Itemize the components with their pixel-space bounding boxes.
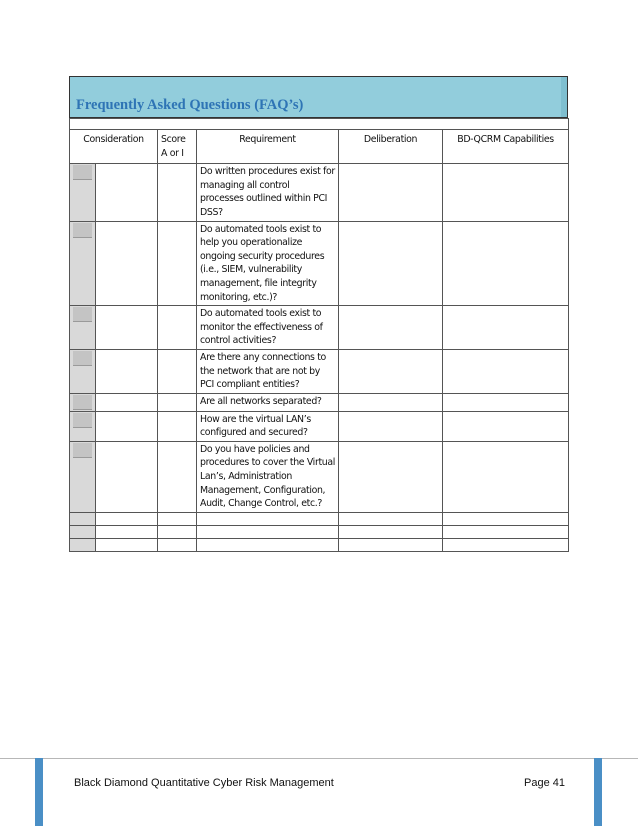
score-cell xyxy=(158,221,197,306)
score-cell xyxy=(158,411,197,441)
score-cell xyxy=(158,349,197,393)
deliberation-cell xyxy=(339,411,443,441)
empty-row xyxy=(70,538,569,551)
capabilities-cell xyxy=(443,441,569,512)
score-cell xyxy=(158,441,197,512)
capabilities-cell xyxy=(443,411,569,441)
header-capabilities: BD-QCRM Capabilities xyxy=(443,130,569,164)
footer-page-number: Page 41 xyxy=(524,777,565,789)
row-marker xyxy=(70,525,96,538)
deliberation-cell xyxy=(339,306,443,350)
row-marker xyxy=(70,441,96,512)
consideration-cell xyxy=(96,393,158,411)
deliberation-cell xyxy=(339,349,443,393)
row-marker xyxy=(70,512,96,525)
row-marker xyxy=(70,411,96,441)
consideration-cell xyxy=(96,349,158,393)
header-score-line2: A or I xyxy=(161,147,184,159)
score-cell xyxy=(158,306,197,350)
page-title: Frequently Asked Questions (FAQ’s) xyxy=(76,97,304,113)
header-score-line1: Score xyxy=(161,134,186,145)
table-spacer-row xyxy=(70,119,569,130)
requirement-cell: Do automated tools exist to help you operationalize ongoing security procedures (i.e., SIEM, vulnerability management, file integrity monitoring, etc.)? xyxy=(197,221,339,306)
table-row xyxy=(70,441,569,512)
consideration-cell xyxy=(96,411,158,441)
deliberation-cell xyxy=(339,393,443,411)
capabilities-cell xyxy=(443,164,569,221)
requirement-cell: Do automated tools exist to monitor the effectiveness of control activities? xyxy=(197,306,339,350)
requirement-cell: How are the virtual LAN’s configured and secured? xyxy=(197,411,339,441)
consideration-cell xyxy=(96,306,158,350)
footer-document-title: Black Diamond Quantitative Cyber Risk Management xyxy=(74,777,334,789)
requirement-cell: Are all networks separated? xyxy=(197,393,339,411)
deliberation-cell xyxy=(339,164,443,221)
requirement-cell: Do you have policies and procedures to cover the Virtual Lan’s, Administration Management, Configuration, Audit, Change Control, etc.? xyxy=(197,441,339,512)
table-row xyxy=(70,411,569,441)
row-marker xyxy=(70,164,96,221)
capabilities-cell xyxy=(443,349,569,393)
title-bar-shade xyxy=(561,77,567,117)
row-marker xyxy=(70,306,96,350)
empty-row xyxy=(70,512,569,525)
requirement-cell: Do written procedures exist for managing all control processes outlined within PCI DSS? xyxy=(197,164,339,221)
deliberation-cell xyxy=(339,441,443,512)
faq-table xyxy=(69,118,569,552)
consideration-cell xyxy=(96,164,158,221)
score-cell xyxy=(158,164,197,221)
table-row xyxy=(70,164,569,221)
row-marker xyxy=(70,221,96,306)
capabilities-cell xyxy=(443,393,569,411)
consideration-cell xyxy=(96,221,158,306)
header-deliberation: Deliberation xyxy=(339,130,443,164)
footer-divider xyxy=(0,758,638,759)
row-marker xyxy=(70,393,96,411)
faq-title-bar xyxy=(69,76,568,118)
row-marker xyxy=(70,538,96,551)
header-score xyxy=(158,130,197,164)
capabilities-cell xyxy=(443,221,569,306)
table-header-row xyxy=(70,130,569,164)
table-row xyxy=(70,393,569,411)
consideration-cell xyxy=(96,441,158,512)
row-marker xyxy=(70,349,96,393)
header-requirement: Requirement xyxy=(197,130,339,164)
capabilities-cell xyxy=(443,306,569,350)
table-row xyxy=(70,306,569,350)
score-cell xyxy=(158,393,197,411)
header-consideration: Consideration xyxy=(70,130,158,164)
requirement-cell: Are there any connections to the network that are not by PCI compliant entities? xyxy=(197,349,339,393)
empty-row xyxy=(70,525,569,538)
footer-accent-left xyxy=(35,758,43,826)
table-row xyxy=(70,221,569,306)
footer-accent-right xyxy=(594,758,602,826)
deliberation-cell xyxy=(339,221,443,306)
table-row xyxy=(70,349,569,393)
